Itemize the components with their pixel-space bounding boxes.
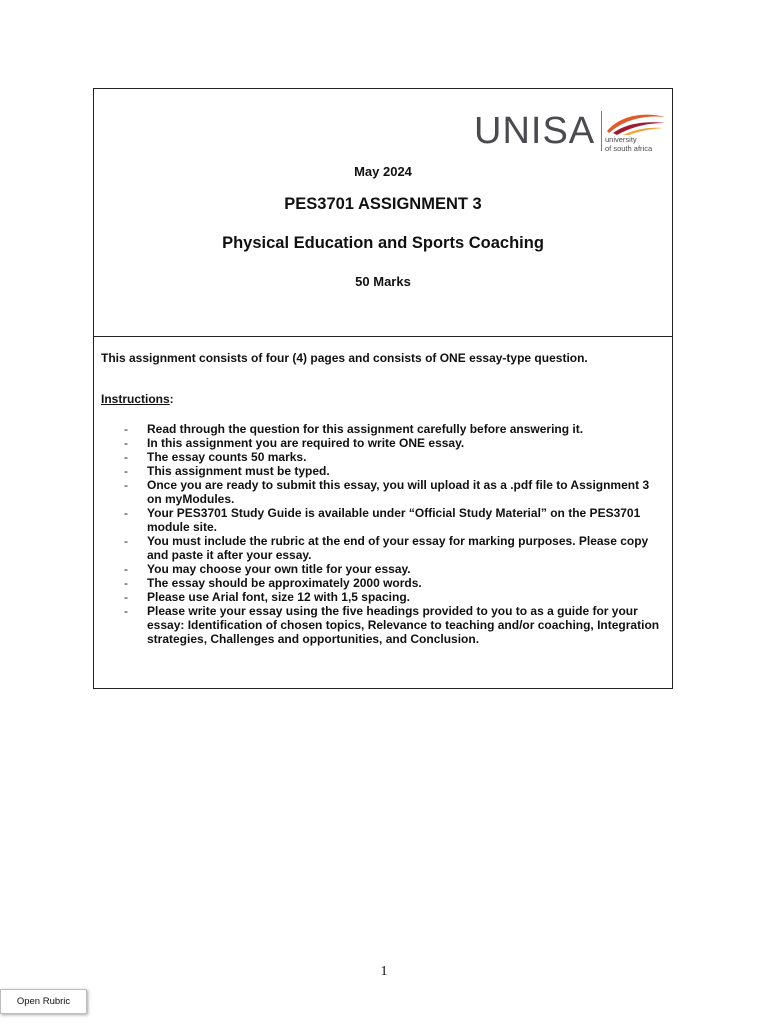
module-title: Physical Education and Sports Coaching xyxy=(222,234,544,252)
instruction-text: You must include the rubric at the end of your essay for marking purposes. Please copy and paste it after your essay. xyxy=(147,534,649,562)
instruction-text: This assignment must be typed. xyxy=(147,464,330,478)
instruction-text: Please use Arial font, size 12 with 1,5 spacing. xyxy=(147,590,410,604)
instruction-item xyxy=(101,478,667,506)
total-marks: 50 Marks xyxy=(355,274,411,289)
assignment-code: PES3701 ASSIGNMENT 3 xyxy=(284,195,482,213)
assignment-cover-frame xyxy=(93,88,673,689)
bullet-dash: - xyxy=(124,464,128,478)
instruction-text: Once you are ready to submit this essay, you will upload it as a .pdf file to Assignment 3 on myModules. xyxy=(147,478,650,506)
bullet-dash: - xyxy=(124,534,128,548)
logo-sub-line1: university xyxy=(605,135,637,144)
instruction-text: You may choose your own title for your essay. xyxy=(147,562,411,576)
instructions-list xyxy=(101,422,667,646)
instruction-text: The essay should be approximately 2000 words. xyxy=(147,576,422,590)
bullet-dash: - xyxy=(124,562,128,576)
bullet-dash: - xyxy=(124,576,128,590)
page-number: 1 xyxy=(380,964,388,979)
instruction-text: The essay counts 50 marks. xyxy=(147,450,307,464)
bullet-dash: - xyxy=(124,604,128,618)
assignment-intro: This assignment consists of four (4) pages and consists of ONE essay-type question. xyxy=(101,351,588,365)
header-cell xyxy=(94,89,672,337)
instructions-label: Instructions xyxy=(101,392,170,406)
instructions-heading xyxy=(101,392,667,406)
instructions-cell xyxy=(101,351,667,646)
section-divider xyxy=(94,336,672,337)
unisa-logo xyxy=(474,109,668,155)
instruction-item xyxy=(101,450,667,464)
logo-wordmark: UNISA xyxy=(474,110,596,152)
instruction-item xyxy=(101,590,667,604)
instruction-item xyxy=(101,506,667,534)
instruction-text: Please write your essay using the five headings provided to you to as a guide for your essay: Identification of chosen topics, Relevance to teaching and/or coaching, Integration strategies, Challenges and opportunities, and Conclusion. xyxy=(147,604,660,646)
bullet-dash: - xyxy=(124,436,128,450)
assignment-date: May 2024 xyxy=(354,164,412,179)
bullet-dash: - xyxy=(124,506,128,520)
logo-wing-icon xyxy=(605,109,667,135)
instruction-item xyxy=(101,422,667,436)
open-rubric-button[interactable]: Open Rubric xyxy=(0,989,87,1014)
instruction-item xyxy=(101,576,667,590)
instruction-text: In this assignment you are required to write ONE essay. xyxy=(147,436,465,450)
instructions-colon: : xyxy=(169,392,174,406)
bullet-dash: - xyxy=(124,422,128,436)
bullet-dash: - xyxy=(124,590,128,604)
instruction-item xyxy=(101,562,667,576)
instruction-item xyxy=(101,436,667,450)
instruction-item xyxy=(101,464,667,478)
logo-divider xyxy=(601,111,602,151)
logo-subtitle xyxy=(605,135,665,153)
instruction-text: Read through the question for this assignment carefully before answering it. xyxy=(147,422,584,436)
bullet-dash: - xyxy=(124,478,128,492)
instruction-text: Your PES3701 Study Guide is available under “Official Study Material” on the PES3701 module site. xyxy=(147,506,641,534)
bullet-dash: - xyxy=(124,450,128,464)
instruction-item xyxy=(101,534,667,562)
instruction-item xyxy=(101,604,667,646)
logo-sub-line2: of south africa xyxy=(605,144,653,153)
